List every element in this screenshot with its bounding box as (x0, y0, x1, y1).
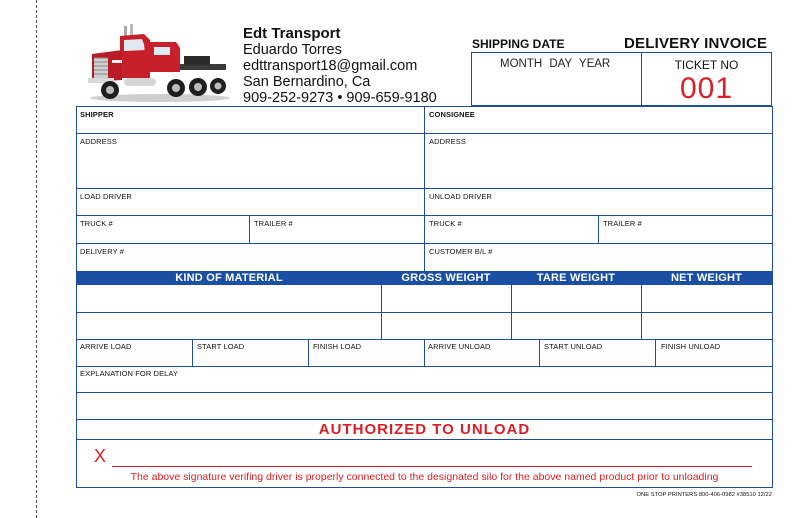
unload-driver-label: UNLOAD DRIVER (429, 192, 492, 201)
gross-weight-header: GROSS WEIGHT (401, 272, 491, 284)
start-load-label: START LOAD (197, 342, 245, 351)
finish-load-label: FINISH LOAD (313, 342, 362, 351)
net-weight-cell[interactable] (642, 313, 772, 339)
perforation-line (36, 0, 37, 518)
ticket-label: TICKET NO (674, 58, 739, 72)
company-phones: 909-252-9273 • 909-659-9180 (243, 90, 437, 106)
authorization-statement: The above signature verifing driver is properly connected to the designated silo for the above named product prior to unloading (130, 471, 719, 483)
company-name: Edt Transport (243, 25, 341, 42)
net-weight-cell[interactable] (642, 286, 772, 312)
tare-weight-cell[interactable] (512, 286, 641, 312)
truck-logo (84, 20, 232, 104)
delivery-number-label: DELIVERY # (80, 247, 125, 256)
shipper-field[interactable] (77, 107, 424, 133)
finish-unload-label: FINISH UNLOAD (661, 342, 721, 351)
shipping-date-label: SHIPPING DATE (472, 37, 565, 51)
company-email: edttransport18@gmail.com (243, 58, 418, 74)
consignee-address-label: ADDRESS (429, 137, 466, 146)
material-header: KIND OF MATERIAL (175, 272, 283, 284)
shipper-label: SHIPPER (80, 110, 114, 119)
delay-explanation-field[interactable] (77, 367, 772, 419)
material-cell[interactable] (77, 286, 381, 312)
delivery-number-field[interactable] (77, 244, 424, 271)
unload-trailer-label: TRAILER # (603, 219, 642, 228)
shipper-address-field[interactable] (77, 134, 424, 188)
consignee-label: CONSIGNEE (429, 110, 475, 119)
gross-weight-cell[interactable] (382, 286, 511, 312)
signature-line[interactable] (112, 466, 752, 467)
load-driver-label: LOAD DRIVER (80, 192, 132, 201)
invoice-title: DELIVERY INVOICE (624, 35, 768, 52)
net-weight-header: NET WEIGHT (670, 272, 743, 284)
customer-bl-label: CUSTOMER B/L # (429, 247, 493, 256)
start-unload-label: START UNLOAD (544, 342, 603, 351)
tare-weight-header: TARE WEIGHT (536, 272, 616, 284)
material-cell[interactable] (77, 313, 381, 339)
arrive-unload-label: ARRIVE UNLOAD (428, 342, 491, 351)
unload-truck-label: TRUCK # (429, 219, 462, 228)
tare-weight-cell[interactable] (512, 313, 641, 339)
arrive-load-label: ARRIVE LOAD (80, 342, 132, 351)
company-city: San Bernardino, Ca (243, 74, 371, 90)
load-trailer-label: TRAILER # (254, 219, 293, 228)
consignee-address-field[interactable] (425, 134, 772, 188)
consignee-field[interactable] (425, 107, 772, 133)
load-truck-label: TRUCK # (80, 219, 113, 228)
authorized-title: AUTHORIZED TO UNLOAD (318, 421, 531, 438)
printer-credit: ONE STOP PRINTERS 800-406-0982 #38510 12/22 (636, 492, 772, 498)
shipper-address-label: ADDRESS (80, 137, 117, 146)
company-owner: Eduardo Torres (243, 42, 342, 58)
delay-label: EXPLANATION FOR DELAY (80, 369, 179, 378)
row-divider (77, 419, 772, 420)
ticket-number: 001 (679, 72, 734, 105)
gross-weight-cell[interactable] (382, 313, 511, 339)
row-divider (77, 439, 772, 440)
signature-x-mark: X (94, 446, 107, 466)
date-fields-label: MONTH DAY YEAR (500, 58, 611, 70)
